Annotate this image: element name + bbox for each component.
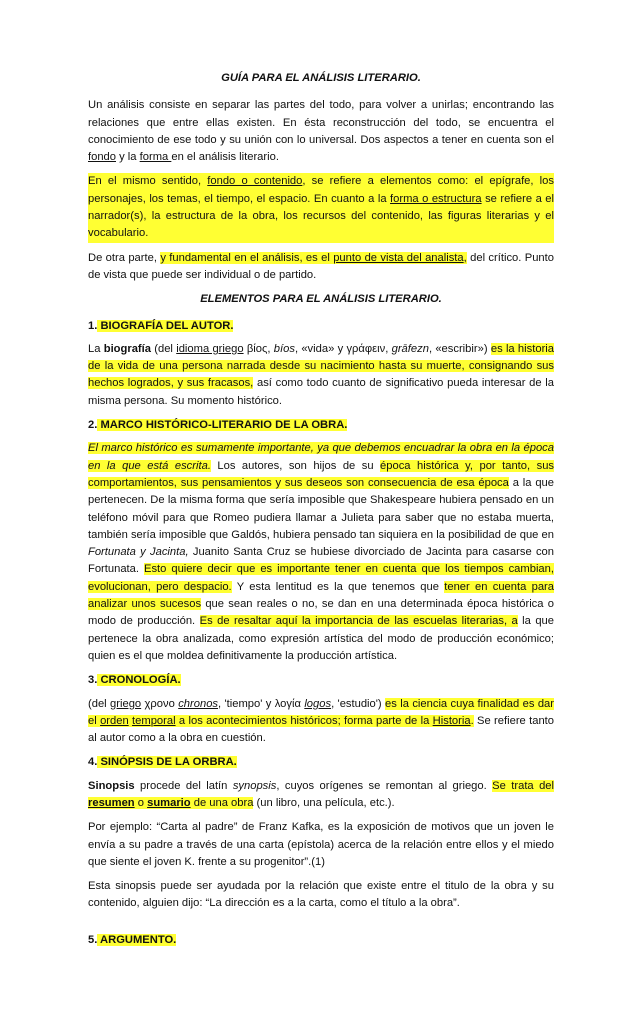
highlight-run: época histórica y, por tanto, sus comportamientos, sus pensamientos y sus deseos son consecuencia de esa época: [88, 459, 555, 489]
griego-link[interactable]: griego: [110, 697, 142, 710]
sumario-term: sumario: [147, 796, 191, 809]
text-run: βίος,: [243, 342, 274, 355]
text-run: , «vida» y γράφειν,: [294, 342, 392, 355]
text-run: , «escribir»): [428, 342, 491, 355]
sinopsis-term: Sinopsis: [88, 779, 135, 792]
section-title: SINÓPSIS DE LA ORBRA.: [97, 756, 237, 769]
idioma-griego-link[interactable]: idioma griego: [176, 342, 244, 355]
text-run: (del: [88, 697, 111, 710]
section-title: ARGUMENTO.: [97, 933, 177, 946]
highlight-run: o: [134, 796, 148, 809]
highlight-run: es la historia de la vida de una persona narrada desde su nacimiento hasta su muerte, consignando sus hechos logrados, y sus fracasos,: [88, 342, 554, 390]
forma-estructura-term: forma o estructura: [390, 192, 482, 205]
resumen-term: resumen: [88, 796, 135, 809]
logos-term: logos: [304, 697, 332, 710]
section-3-heading: [88, 672, 554, 689]
section-title: CRONOLOGÍA.: [97, 674, 181, 687]
text-run: se refiere a el narrador(s), la estructura de la obra, los recursos del contenido, las figuras literarias y el vocabulario.: [88, 192, 554, 240]
section-number: 5.: [88, 933, 98, 946]
intro-text: en el análisis literario.: [171, 151, 279, 164]
section-title: BIOGRAFÍA DEL AUTOR.: [97, 319, 234, 332]
text-run: De otra parte,: [88, 251, 161, 264]
section-number: 4.: [88, 756, 98, 769]
text-run: Se refiere tanto al autor como a la obra en cuestión.: [88, 714, 554, 745]
section-4-paragraph: [88, 778, 554, 813]
text-run: , 'estudio'): [331, 697, 386, 710]
text-run: χρονο: [141, 697, 179, 710]
text-run: así como todo cuanto de significativo pueda interesar de la misma persona. Su momento histórico.: [88, 377, 554, 407]
highlight-run: .: [470, 714, 474, 727]
section-number: 1.: [88, 319, 98, 332]
section-2-paragraph: [88, 440, 554, 665]
punto-de-vista-term: punto de vista del analista: [333, 251, 464, 264]
section-3-paragraph: [88, 696, 554, 748]
highlight-run: a los acontecimientos históricos; forma parte de la: [175, 714, 433, 727]
fondo-contenido-term: fondo o contenido: [207, 175, 303, 188]
intro-text: y la: [116, 151, 140, 164]
section-1-heading: [88, 318, 554, 335]
chronos-term: chronos: [178, 697, 219, 710]
highlight-run: ,: [463, 251, 467, 264]
highlight-run: Es de resaltar aquí la importancia de las escuelas literarias, a: [199, 615, 518, 628]
highlight-run: es la ciencia cuya finalidad es dar el: [88, 697, 554, 727]
temporal-link[interactable]: temporal: [132, 714, 176, 727]
text-run: Y esta lentitud es la que tenemos que: [231, 580, 445, 593]
highlight-run: tener en cuenta para analizar unos sucesos: [88, 580, 554, 611]
intro-paragraph: [88, 97, 554, 166]
grafezn-term: grāfezn: [391, 342, 429, 355]
section-number: 2.: [88, 419, 98, 432]
intro-text: Un análisis consiste en separar las partes del todo, para volver a unirlas; encontrando las relaciones que entre ellas existen. En ésta reconstrucción del todo, se encuentra el conocimiento de ese todo y su unión con lo universal. Dos aspectos a tener en cuenta son el: [88, 99, 554, 146]
text-run: Juanito Santa Cruz se hubiese divorciado de Jacinta para casarse con Fortunata.: [88, 546, 554, 576]
sinopsis-help-paragraph: Esta sinopsis puede ser ayudada por la relación que existe entre el titulo de la obra y su contenido, alguien dijo: “La dirección es a la carta, como el título a la obra”.: [88, 880, 554, 910]
example-paragraph: Por ejemplo: “Carta al padre” de Franz Kafka, es la exposición de motivos que un joven le envía a su padre a través de una carta (epístola) acerca de la relación entre ellos y el miedo que siente el joven K. frente a su progenitor”.(1): [88, 821, 554, 868]
fondo-forma-paragraph: [88, 173, 554, 242]
guide-title: GUÍA PARA EL ANÁLISIS LITERARIO.: [221, 72, 421, 84]
section-4-heading: [88, 754, 554, 771]
text-run: , cuyos orígenes se remontan al griego.: [276, 779, 493, 792]
text-run: , 'tiempo' y λογία: [218, 697, 305, 710]
text-run: , se refiere a elementos como: el epígrafe, los personajes, los temas, el tiempo, el espacio. En cuanto a la: [88, 175, 554, 205]
highlight-run: Esto quiere decir que es importante tener en cuenta que los tiempos cambian, evolucionan, pero despacio.: [88, 563, 554, 593]
text-run: del crítico. Punto de vista que puede ser individual o de partido.: [88, 251, 554, 281]
historia-link[interactable]: Historia: [432, 714, 471, 727]
synopsis-term: synopsis: [232, 779, 277, 792]
bios-term: bíos: [273, 342, 295, 355]
text-run: procede del latín: [134, 779, 233, 792]
highlight-run: y fundamental en el análisis, es el: [160, 251, 334, 264]
text-run: La: [88, 342, 104, 355]
section-title: MARCO HISTÓRICO-LITERARIO DE LA OBRA.: [97, 419, 348, 432]
section-1-paragraph: [88, 341, 554, 410]
fortunata-title: Fortunata y Jacinta,: [88, 546, 189, 559]
text-run: En el mismo sentido,: [88, 175, 208, 188]
highlight-run: Se trata del: [492, 779, 554, 792]
text-run: a la que pertenecen. De la misma forma que sería imposible que Shakespeare hubiera pensado en un teléfono móvil para que Romeo pudiera llamar a Julieta para saber que no estaba muerta, también sería imposible que Galdós, hubiera pensado tan siquiera en la posibilidad de que en: [88, 476, 554, 541]
forma-term: forma: [139, 151, 172, 164]
highlight-run: de una obra: [190, 796, 254, 809]
orden-link[interactable]: orden: [100, 714, 129, 727]
biografia-term: biografía: [103, 342, 151, 355]
text-run: Los autores, son hijos de su: [210, 459, 381, 472]
text-run: (del: [150, 342, 177, 355]
text-run: (un libro, una película, etc.).: [253, 796, 395, 809]
spacer: [88, 920, 554, 932]
elements-title: ELEMENTOS PARA EL ANÁLISIS LITERARIO.: [200, 293, 442, 306]
fondo-term: fondo: [88, 151, 116, 164]
section-number: 3.: [88, 674, 98, 687]
section-5-heading: [88, 932, 554, 949]
punto-de-vista-paragraph: [88, 250, 554, 285]
text-run: la que pertenece la obra analizada, como expresión artística del modo de producción económico; quien es el que moldea definitivamente la producción artística.: [88, 615, 555, 662]
text-run: que sean reales o no, se dan en una determinada época histórica o modo de producción.: [88, 598, 554, 628]
section-2-heading: [88, 417, 554, 434]
highlight-run: El marco histórico es sumamente importante, ya que debemos encuadrar la obra en la época en la que está escrita.: [88, 442, 554, 472]
